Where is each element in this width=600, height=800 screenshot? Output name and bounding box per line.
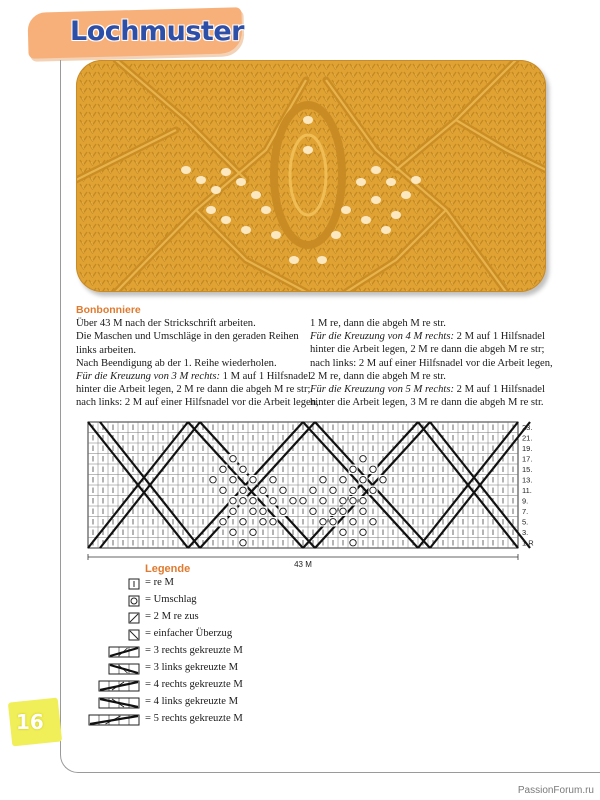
legend-label: = Umschlag xyxy=(145,594,197,605)
row-label: 11. xyxy=(522,485,532,495)
instruction-line xyxy=(76,357,302,370)
row-label: 15. xyxy=(522,464,533,474)
k2tog-symbol xyxy=(128,612,140,624)
row-label: 21. xyxy=(522,433,533,443)
instruction-line xyxy=(76,370,311,383)
instruction-text: 1 M re, dann die abgeh M re str. xyxy=(310,318,446,329)
instruction-text: 2 M re, dann die abgeh M re str. xyxy=(310,370,446,382)
instruction-text: nach links: 2 M auf einer Hilfsnadel vor die Arbeit legen, xyxy=(76,397,319,409)
row-label: 19. xyxy=(522,443,533,453)
instruction-line xyxy=(76,344,302,357)
cable-3-left-symbol xyxy=(108,663,140,675)
legend-label: = 2 M re zus xyxy=(145,611,199,622)
instruction-italic: Für die Kreuzung von 3 M rechts: xyxy=(76,371,220,383)
row-label: 3. xyxy=(522,527,529,537)
instructions-lines-2 xyxy=(310,317,553,409)
instruction-line xyxy=(310,383,545,396)
knitting-chart-grid xyxy=(76,420,546,568)
instruction-line xyxy=(76,330,302,343)
instruction-line xyxy=(310,317,540,330)
instruction-line xyxy=(310,330,545,343)
yarn-over-symbol xyxy=(128,595,140,607)
legend-label: = 3 rechts gekreuzte M xyxy=(145,645,243,656)
cable-4-right-symbol xyxy=(98,680,140,692)
legend-label: = einfacher Überzug xyxy=(145,628,233,639)
cable-3-right-symbol xyxy=(108,646,140,658)
instruction-text: hinter die Arbeit legen, 2 M re dann die abgeh M re str; xyxy=(76,384,311,396)
instruction-line xyxy=(310,357,553,370)
knitted-swatch-photo xyxy=(76,60,546,292)
row-label: 7. xyxy=(522,506,529,516)
legend-item xyxy=(0,594,300,609)
instruction-text: links arbeiten. xyxy=(76,344,137,356)
legend-label: = 4 links gekreuzte M xyxy=(145,696,239,707)
row-label: 17. xyxy=(522,454,533,464)
legend-label: = 4 rechts gekreuzte M xyxy=(145,679,243,690)
watermark: PassionForum.ru xyxy=(517,785,594,796)
row-label: 5. xyxy=(522,517,529,527)
legend-label: = 3 links gekreuzte M xyxy=(145,662,239,673)
instruction-text: Über 43 M nach der Strickschrift arbeiten. xyxy=(76,318,256,330)
instruction-line xyxy=(310,370,540,383)
instruction-text: Nach Beendigung ab der 1. Reihe wiederholen. xyxy=(76,357,277,369)
cable-5-right-symbol xyxy=(88,714,140,726)
legend-item xyxy=(0,577,300,592)
knit-symbol xyxy=(128,578,140,590)
instruction-italic: Für die Kreuzung von 4 M rechts: xyxy=(310,331,454,343)
knitted-lace-swatch-image xyxy=(76,60,546,292)
instruction-line xyxy=(76,396,319,409)
instructions-lines-1 xyxy=(76,317,319,409)
row-label: 9. xyxy=(522,496,529,506)
instruction-line xyxy=(310,396,544,409)
legend-item xyxy=(0,645,300,660)
instruction-line xyxy=(76,383,311,396)
legend-item xyxy=(0,628,300,643)
legend-label: = re M xyxy=(145,577,174,588)
legend-label: = 5 rechts gekreuzte M xyxy=(145,713,243,724)
legend-item xyxy=(0,662,300,677)
instruction-line xyxy=(310,343,545,356)
ssk-symbol xyxy=(128,629,140,641)
instruction-text: Die Maschen und Umschläge in den geraden Reihen xyxy=(76,331,299,343)
row-label: 13. xyxy=(522,475,533,485)
pattern-name: Bonbonniere xyxy=(76,304,141,316)
instruction-text: 2 M auf 1 Hilfsnadel xyxy=(453,384,545,396)
legend-item xyxy=(0,679,300,694)
instruction-text: hinter die Arbeit legen, 3 M re dann die abgeh M re str. xyxy=(310,397,544,409)
row-label: 23. xyxy=(522,422,533,432)
instructions-column-2 xyxy=(310,317,553,409)
instruction-line xyxy=(76,317,302,330)
knitting-chart xyxy=(76,420,546,568)
instruction-text: 2 M auf 1 Hilfsnadel xyxy=(453,331,545,343)
row-label: 1.R xyxy=(522,538,534,548)
instruction-text: nach links: 2 M auf einer Hilfsnadel vor die Arbeit legen, xyxy=(310,357,553,369)
legend-item xyxy=(0,611,300,626)
instructions-column-1 xyxy=(76,304,319,410)
cable-4-left-symbol xyxy=(98,697,140,709)
stitch-count-label: 43 M xyxy=(294,560,312,568)
instruction-text: 1 M auf 1 Hilfsnadel xyxy=(219,371,311,383)
instruction-italic: Für die Kreuzung von 5 M rechts: xyxy=(310,384,454,396)
page-number: 16 xyxy=(16,710,44,734)
instruction-text: hinter die Arbeit legen, 2 M re dann die abgeh M re str; xyxy=(310,344,545,356)
page-title: Lochmuster xyxy=(70,16,244,47)
legend-title: Legende xyxy=(145,563,191,575)
